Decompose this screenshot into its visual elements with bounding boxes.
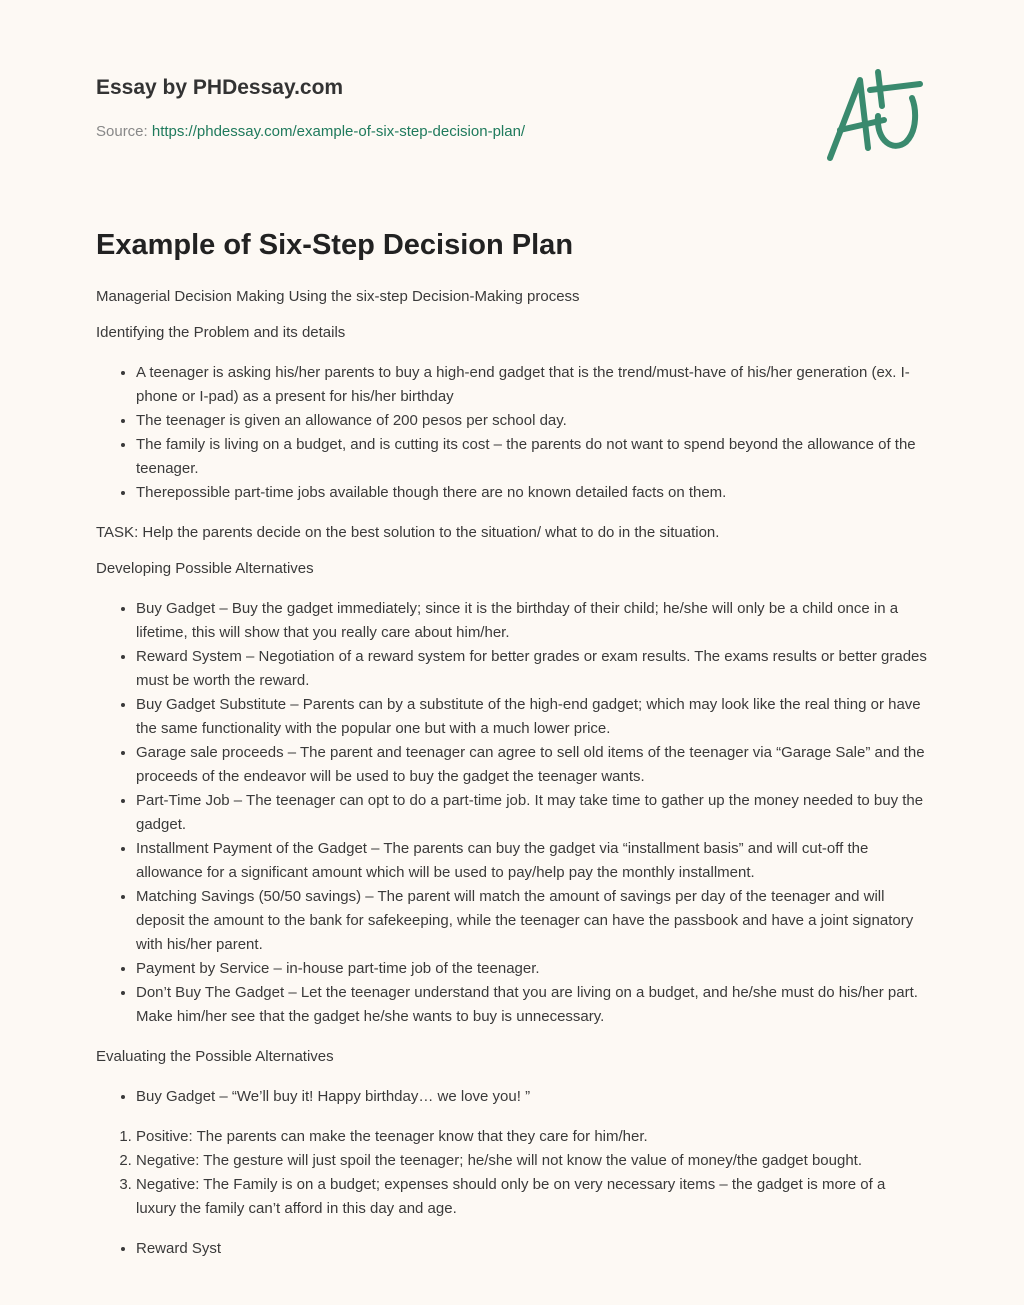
- list-item: • Garage sale proceeds – The parent and teenager can agree to sell old items of the teenager via “Garage Sale” and the proceeds of the endeavor will be used to buy the gadget the teenager wants.: [136, 741, 928, 789]
- evaluation-list-2: [96, 1237, 928, 1261]
- list-item: • A teenager is asking his/her parents to buy a high-end gadget that is the trend/must-have of his/her generation (ex. I-phone or I-pad) as a present for his/her birthday: [136, 361, 928, 409]
- section-heading: Developing Possible Alternatives: [96, 560, 314, 577]
- evaluation-points: [96, 1125, 928, 1221]
- list-item: 3. Negative: The Family is on a budget; expenses should only be on very necessary items – the gadget is more of a luxury the family can’t afford in this day and age.: [136, 1173, 928, 1221]
- list-item: • Installment Payment of the Gadget – The parents can buy the gadget via “installment basis” and will cut-off the allowance for a significant amount which will be used to pay/help pay the monthly installment.: [136, 837, 928, 885]
- list-item: • Therepossible part-time jobs available though there are no known detailed facts on them.: [136, 481, 928, 505]
- evaluation-list: [96, 1085, 928, 1109]
- source-line: [96, 123, 525, 140]
- list-item: • Buy Gadget Substitute – Parents can by a substitute of the high-end gadget; which may look like the real thing or have the same functionality with the popular one but with a much lower price.: [136, 693, 928, 741]
- list-item: • Reward System – Negotiation of a reward system for better grades or exam results. The exams results or better grades must be worth the reward.: [136, 645, 928, 693]
- list-item: • Buy Gadget – Buy the gadget immediately; since it is the birthday of their child; he/she will only be a child once in a lifetime, this will show that you really care about him/her.: [136, 597, 928, 645]
- site-title: Essay by PHDessay.com: [96, 76, 344, 99]
- source-link[interactable]: https://phdessay.com/example-of-six-step-decision-plan/: [151, 123, 526, 140]
- section-heading: Evaluating the Possible Alternatives: [96, 1048, 334, 1065]
- page-title: Example of Six-Step Decision Plan: [96, 229, 574, 261]
- header: [0, 0, 1024, 200]
- intro: Managerial Decision Making Using the six-step Decision-Making process: [96, 288, 580, 305]
- list-item: • Reward Syst: [136, 1237, 928, 1261]
- a-plus-logo: [820, 68, 930, 164]
- list-item: • Part-Time Job – The teenager can opt to do a part-time job. It may take time to gather up the money needed to buy the gadget.: [136, 789, 928, 837]
- list-item: 2. Negative: The gesture will just spoil the teenager; he/she will not know the value of money/the gadget bought.: [136, 1149, 928, 1173]
- source-label: Source:: [96, 123, 148, 140]
- list-item: • Buy Gadget – “We’ll buy it! Happy birthday… we love you! ”: [136, 1085, 928, 1109]
- list-item: • The family is living on a budget, and is cutting its cost – the parents do not want to spend beyond the allowance of the teenager.: [136, 433, 928, 481]
- list-item: 1. Positive: The parents can make the teenager know that they care for him/her.: [136, 1125, 928, 1149]
- list-item: • Payment by Service – in-house part-time job of the teenager.: [136, 957, 928, 981]
- alternatives-list: [96, 597, 928, 1029]
- article: [0, 227, 1024, 1261]
- list-item: • Don’t Buy The Gadget – Let the teenager understand that you are living on a budget, and he/she must do his/her part. Make him/her see that the gadget he/she wants to buy is unnecessary.: [136, 981, 928, 1029]
- task: TASK: Help the parents decide on the best solution to the situation/ what to do in the situation.: [96, 524, 720, 541]
- problem-list: [96, 361, 928, 505]
- list-item: • Matching Savings (50/50 savings) – The parent will match the amount of savings per day of the teenager and will deposit the amount to the bank for safekeeping, while the teenager can have the passbook and have a joint signatory with his/her parent.: [136, 885, 928, 957]
- list-item: • The teenager is given an allowance of 200 pesos per school day.: [136, 409, 928, 433]
- section-heading: Identifying the Problem and its details: [96, 324, 346, 341]
